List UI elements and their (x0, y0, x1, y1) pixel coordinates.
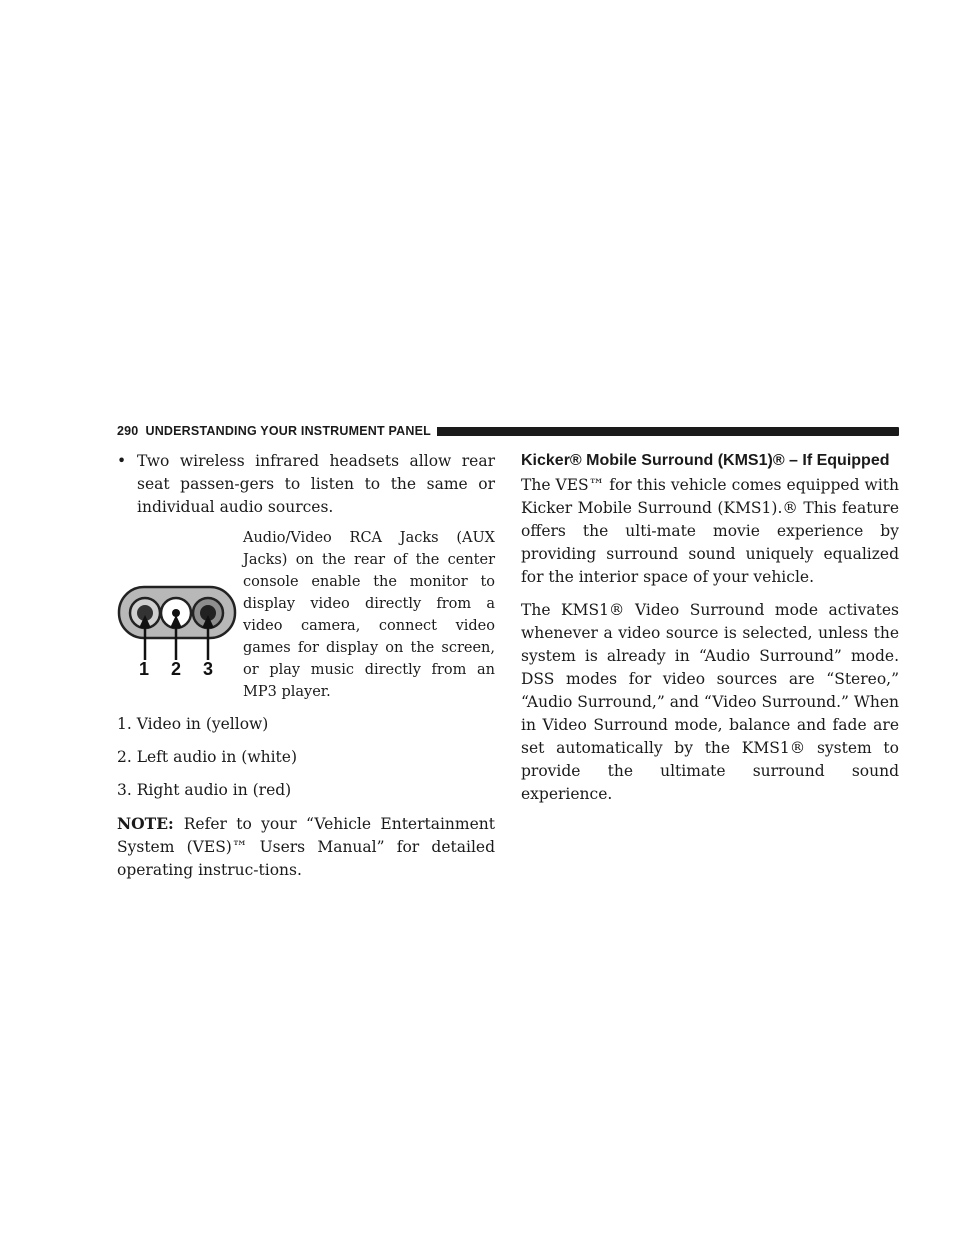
section-heading: Kicker® Mobile Surround (KMS1)® – If Equipped (521, 452, 890, 469)
page-header (117, 423, 899, 439)
list-item-right-audio: 3. Right audio in (red) (117, 781, 292, 799)
section-title: UNDERSTANDING YOUR INSTRUMENT PANEL (145, 424, 431, 438)
figure-caption: Audio/Video RCA Jacks (AUX Jacks) on the rear of the center console enable the monitor to display video directly from a video camera, connect video games for display on the screen, or play music directly from an MP3 player. (243, 530, 495, 700)
bullet-dot: • (117, 452, 127, 470)
note-label: NOTE: (117, 814, 174, 833)
note-block (117, 812, 495, 882)
list-item-video-in: 1. Video in (yellow) (117, 715, 269, 733)
page-number: 290 (117, 424, 139, 438)
list-item-left-audio: 2. Left audio in (white) (117, 748, 298, 766)
note-text: Refer to your “Vehicle Entertainment System (VES)™ Users Manual” for detailed operating instruc-tions. (117, 815, 495, 879)
rca-jacks-illustration (117, 527, 243, 677)
jack-label-3: 3 (202, 659, 214, 677)
jack-label-1: 1 (138, 659, 150, 677)
right-column (521, 450, 899, 816)
rca-jacks-figure (117, 527, 243, 677)
bullet-text: Two wireless infrared headsets allow rear seat passen-gers to listen to the same or individual audio sources. (137, 452, 495, 516)
paragraph-kms1-intro: The VES™ for this vehicle comes equipped with Kicker Mobile Surround (KMS1).® This feature offers the ulti-mate movie experience by providing surround sound uniquely equalized for the interior space of your vehicle. (521, 476, 899, 586)
bullet-item (117, 450, 495, 519)
jack-label-2: 2 (170, 659, 182, 677)
figure-row (117, 527, 495, 703)
paragraph-video-surround: The KMS1® Video Surround mode activates whenever a video source is selected, unless the system is already in “Audio Surround” mode. DSS modes for video sources are “Stereo,” “Audio Surround,” and “Video Surround.” When in Video Surround mode, balance and fade are set automatically by the KMS1® system to provide the ultimate surround sound experience. (521, 601, 899, 803)
left-column (117, 450, 495, 882)
header-rule (437, 427, 899, 436)
